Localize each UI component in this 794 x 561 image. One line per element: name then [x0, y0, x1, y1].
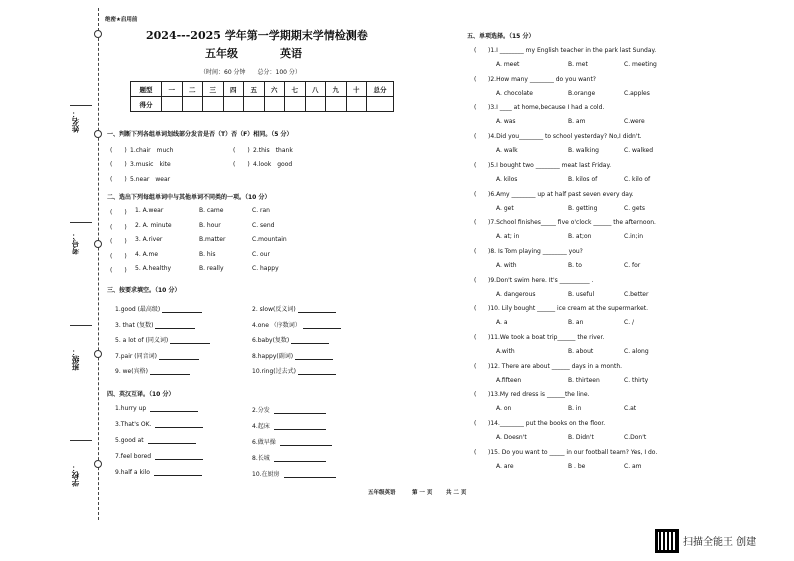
answer-blank[interactable]: [274, 461, 326, 462]
score-table: [130, 81, 394, 112]
answer-paren[interactable]: (: [474, 334, 477, 341]
s1-item-left: 5.near wear: [130, 176, 171, 183]
secret-label: 绝密★启用前: [105, 17, 138, 23]
qr-code-icon: [655, 529, 679, 553]
answer-paren[interactable]: ( ): [110, 223, 127, 231]
option-c: C. walked: [624, 147, 654, 155]
binding-hole: [94, 350, 102, 358]
s1-item: ( ): [233, 147, 250, 154]
answer-blank[interactable]: [298, 374, 336, 375]
question-text: )14.________ put the books on the floor.: [488, 420, 606, 428]
answer-paren[interactable]: ( ): [110, 252, 127, 260]
option-a: 3. A.river: [135, 236, 163, 243]
binding-line: [98, 8, 99, 520]
option-c: C. for: [624, 261, 641, 269]
score-value-row: [131, 97, 394, 112]
score-blank[interactable]: [285, 97, 306, 112]
score-cell: 三: [203, 82, 224, 97]
answer-paren[interactable]: ( ): [110, 238, 127, 245]
option-c: C. our: [252, 250, 270, 258]
question-text: )11.We took a boat trip______ the river.: [488, 334, 605, 341]
answer-paren[interactable]: (: [474, 47, 477, 54]
fill-item-left: 1.good (最高级): [115, 304, 202, 313]
option-c: C. thirty: [624, 376, 649, 384]
option-b: B.orange: [568, 89, 596, 97]
option-a: 1. A.wear: [135, 207, 164, 214]
option-b: B . be: [568, 462, 586, 470]
option-b: B. am: [568, 118, 586, 126]
option-b: B. an: [568, 319, 584, 327]
binding-hole: [94, 130, 102, 138]
binding-hole: [94, 240, 102, 248]
score-cell: 五: [244, 82, 265, 97]
fill-item-right: 4.one （序数词）: [252, 320, 341, 329]
answer-paren[interactable]: (: [474, 362, 477, 370]
option-b: B.matter: [199, 236, 226, 243]
option-a: A. chocolate: [496, 89, 533, 97]
score-cell: 二: [182, 82, 203, 97]
translate-item-right: 8.长城: [252, 453, 326, 462]
s1-item-left: 3.music kite: [130, 161, 171, 168]
translate-item-left: 1.hurry up: [115, 405, 198, 412]
option-a: A. dangerous: [496, 290, 536, 298]
question-text: )13.My red dress is ______the line.: [488, 391, 590, 399]
option-b: B. his: [199, 250, 216, 258]
option-c: C.apples: [624, 89, 650, 97]
answer-blank[interactable]: [148, 443, 196, 444]
answer-paren[interactable]: (: [474, 133, 477, 141]
option-c: C. am: [624, 462, 642, 470]
option-b: B. about: [568, 348, 594, 355]
exam-no-label: 考号：: [71, 232, 80, 255]
option-c: C. /: [624, 319, 635, 327]
option-a: A. was: [496, 118, 516, 126]
score-blank[interactable]: [264, 97, 285, 112]
translate-item-right: 10.在厨房: [252, 469, 336, 478]
option-a: A. walk: [496, 147, 518, 155]
answer-blank[interactable]: [150, 411, 198, 412]
score-blank[interactable]: [367, 97, 394, 112]
option-a: 4. A.me: [135, 250, 159, 258]
fill-item-left: 3. that (复数): [115, 320, 195, 329]
score-blank[interactable]: [346, 97, 367, 112]
exam-no-line: [70, 222, 92, 223]
footer-page: 第 一 页: [412, 490, 433, 496]
answer-paren[interactable]: ( ): [110, 209, 127, 216]
option-a: A.with: [496, 348, 515, 355]
answer-blank[interactable]: [154, 475, 202, 476]
option-b: B. kilos of: [568, 175, 598, 183]
option-c: C. happy: [252, 265, 279, 272]
fill-item-left: 9. we(宾格): [115, 366, 190, 375]
option-a: A. are: [496, 462, 514, 470]
score-cell: 一: [162, 82, 183, 97]
page-title: 2024---2025 学年第一学期期末学情检测卷: [146, 29, 368, 42]
question-text: )6.Amy ________ up at half past seven every day.: [488, 190, 634, 198]
score-blank[interactable]: [305, 97, 326, 112]
answer-blank[interactable]: [274, 429, 326, 430]
question-text: )10. Lily bought ______ ice cream at the supermarket.: [488, 305, 648, 313]
grade-label: 五年级: [205, 47, 238, 60]
translate-item-left: 5.good at: [115, 437, 196, 444]
option-c: C. kilo of: [624, 175, 651, 183]
option-b: B. useful: [568, 290, 595, 298]
answer-blank[interactable]: [284, 477, 336, 478]
question-text: )4.Did you________ to school yesterday? No,I didn't.: [488, 133, 642, 141]
question-text: )3.I ____ at home,because I had a cold.: [488, 104, 605, 112]
option-a: A. on: [496, 405, 512, 413]
score-cell: 题型: [131, 82, 162, 97]
score-cell: 八: [305, 82, 326, 97]
option-c: C. gets: [624, 204, 645, 212]
question-text: )1.I ________ my English teacher in the park last Sunday.: [488, 47, 657, 54]
option-c: C. send: [252, 221, 275, 229]
school-line: [70, 440, 92, 441]
score-cell: 四: [223, 82, 244, 97]
score-header-row: [131, 82, 394, 97]
s1-item: ( ): [110, 161, 127, 168]
translate-item-right: 6.做早操: [252, 437, 332, 446]
footer-subject: 五年级英语: [368, 490, 396, 496]
answer-blank[interactable]: [150, 374, 190, 375]
name-line: [70, 105, 92, 106]
question-text: )8. Is Tom playing ________ you?: [488, 247, 583, 255]
answer-blank[interactable]: [155, 427, 203, 428]
answer-blank[interactable]: [280, 445, 332, 446]
option-a: A.fifteen: [496, 376, 522, 384]
option-b: B. came: [199, 207, 224, 214]
option-b: B. walking: [568, 147, 599, 155]
translate-item-right: 2.分发: [252, 405, 326, 414]
option-c: C.in;in: [624, 233, 644, 241]
s1-item: ( ): [233, 161, 250, 168]
section1-title: 一、判断下列各组单词划线部分发音是否（T）否（F）相同。（5 分）: [107, 131, 293, 138]
s1-item-right: 2.this thank: [253, 147, 293, 154]
option-b: B. in: [568, 405, 582, 413]
question-text: )9.Don't swim here. It's __________ .: [488, 276, 594, 284]
class-label: 班级：: [71, 348, 80, 371]
answer-blank[interactable]: [298, 312, 336, 313]
score-blank[interactable]: [244, 97, 265, 112]
score-blank[interactable]: [326, 97, 347, 112]
section4-title: 四、英汉互译。（10 分）: [107, 391, 175, 398]
answer-blank[interactable]: [291, 343, 329, 344]
subject-label: 英语: [280, 47, 302, 60]
section5-title: 五、单项选择。（15 分）: [467, 33, 535, 40]
option-a: A. kilos: [496, 175, 518, 183]
option-a: A. get: [496, 204, 514, 212]
answer-paren[interactable]: (: [474, 448, 477, 456]
score-cell: 总分: [367, 82, 394, 97]
option-b: B. getting: [568, 204, 598, 212]
option-a: 5. A.healthy: [135, 265, 172, 272]
option-c: C. meeting: [624, 61, 657, 68]
translate-item-right: 4.起床: [252, 421, 326, 430]
answer-blank[interactable]: [274, 413, 326, 414]
option-b: B. Didn't: [568, 434, 594, 442]
name-label: 姓名：: [71, 110, 80, 133]
fill-item-left: 5. a lot of (同义词): [115, 335, 210, 344]
s1-item-left: 1.chair much: [130, 147, 174, 154]
question-text: )15. Do you want to _____ in our football team? Yes, I do.: [488, 448, 658, 456]
translate-item-left: 9.half a kilo: [115, 469, 202, 476]
option-c: C.Don't: [624, 434, 647, 442]
translate-item-left: 7.feel bored: [115, 453, 203, 460]
score-cell: 九: [326, 82, 347, 97]
question-text: )12. There are about ______ days in a month.: [488, 362, 623, 370]
answer-paren[interactable]: (: [474, 104, 477, 112]
binding-hole: [94, 460, 102, 468]
answer-paren[interactable]: (: [474, 161, 477, 169]
question-text: )2.How many ________ do you want?: [488, 75, 596, 83]
option-b: B. hour: [199, 221, 221, 229]
section2-title: 二、选出下列每组单词中与其他单词不同类的一项。（10 分）: [107, 194, 271, 201]
score-blank[interactable]: [203, 97, 224, 112]
option-c: C.were: [624, 118, 645, 126]
s1-item: ( ): [110, 147, 127, 154]
fill-item-right: 6.baby(复数): [252, 335, 329, 344]
option-c: C.mountain: [252, 236, 287, 243]
school-label: 学校：: [71, 464, 80, 487]
answer-blank[interactable]: [295, 359, 333, 360]
fill-item-right: 2. slow(反义词): [252, 304, 336, 313]
option-a: A. with: [496, 261, 517, 269]
binding-hole: [94, 30, 102, 38]
answer-paren[interactable]: (: [474, 391, 477, 399]
score-row-label: 得分: [131, 97, 162, 112]
answer-blank[interactable]: [155, 328, 195, 329]
answer-blank[interactable]: [303, 328, 341, 329]
answer-paren[interactable]: (: [474, 247, 477, 255]
answer-paren[interactable]: (: [474, 276, 477, 284]
option-b: B. to: [568, 261, 582, 269]
option-b: B. really: [199, 265, 224, 272]
fill-item-right: 10.ring(过去式): [252, 366, 336, 375]
option-b: B. met: [568, 61, 588, 68]
score-cell: 七: [285, 82, 306, 97]
score-blank[interactable]: [162, 97, 183, 112]
s1-item: ( ): [110, 176, 127, 183]
option-a: A. Doesn't: [496, 434, 527, 442]
section3-title: 三、按要求填空。（10 分）: [107, 287, 181, 294]
answer-blank[interactable]: [159, 359, 199, 360]
option-b: B. at;on: [568, 233, 592, 241]
answer-paren[interactable]: (: [474, 305, 477, 313]
answer-paren[interactable]: ( ): [110, 267, 127, 274]
footer-total: 共 二 页: [446, 490, 467, 496]
question-text: )5.I bought two ________ meat last Friday.: [488, 161, 612, 169]
option-c: C.better: [624, 290, 649, 298]
answer-paren[interactable]: (: [474, 190, 477, 198]
option-a: A. meet: [496, 61, 520, 68]
option-a: 2. A. minute: [135, 221, 172, 229]
s1-item-right: 4.look good: [253, 161, 293, 168]
class-line: [70, 325, 92, 326]
option-b: B. thirteen: [568, 376, 600, 384]
option-c: C.at: [624, 405, 637, 413]
fill-item-right: 8.happy(副词): [252, 351, 333, 360]
translate-item-left: 3.That's OK.: [115, 421, 203, 428]
answer-blank[interactable]: [155, 459, 203, 460]
option-a: A. a: [496, 319, 508, 327]
score-cell: 十: [346, 82, 367, 97]
score-cell: 六: [264, 82, 285, 97]
scanner-watermark: 扫描全能王 创建: [683, 537, 757, 548]
option-c: C. ran: [252, 207, 270, 214]
option-a: A. at; in: [496, 233, 520, 241]
answer-paren[interactable]: (: [474, 219, 477, 227]
question-text: )7.School finishes_____ five o'clock ______ the afternoon.: [488, 219, 656, 227]
score-blank[interactable]: [182, 97, 203, 112]
option-c: C. along: [624, 348, 649, 355]
answer-blank[interactable]: [162, 312, 202, 313]
answer-blank[interactable]: [170, 343, 210, 344]
answer-paren[interactable]: (: [474, 75, 477, 83]
score-blank[interactable]: [223, 97, 244, 112]
fill-item-left: 7.pair (同音词): [115, 351, 199, 360]
answer-paren[interactable]: (: [474, 420, 477, 428]
time-info: （时间：60 分钟 总分：100 分）: [200, 69, 301, 76]
